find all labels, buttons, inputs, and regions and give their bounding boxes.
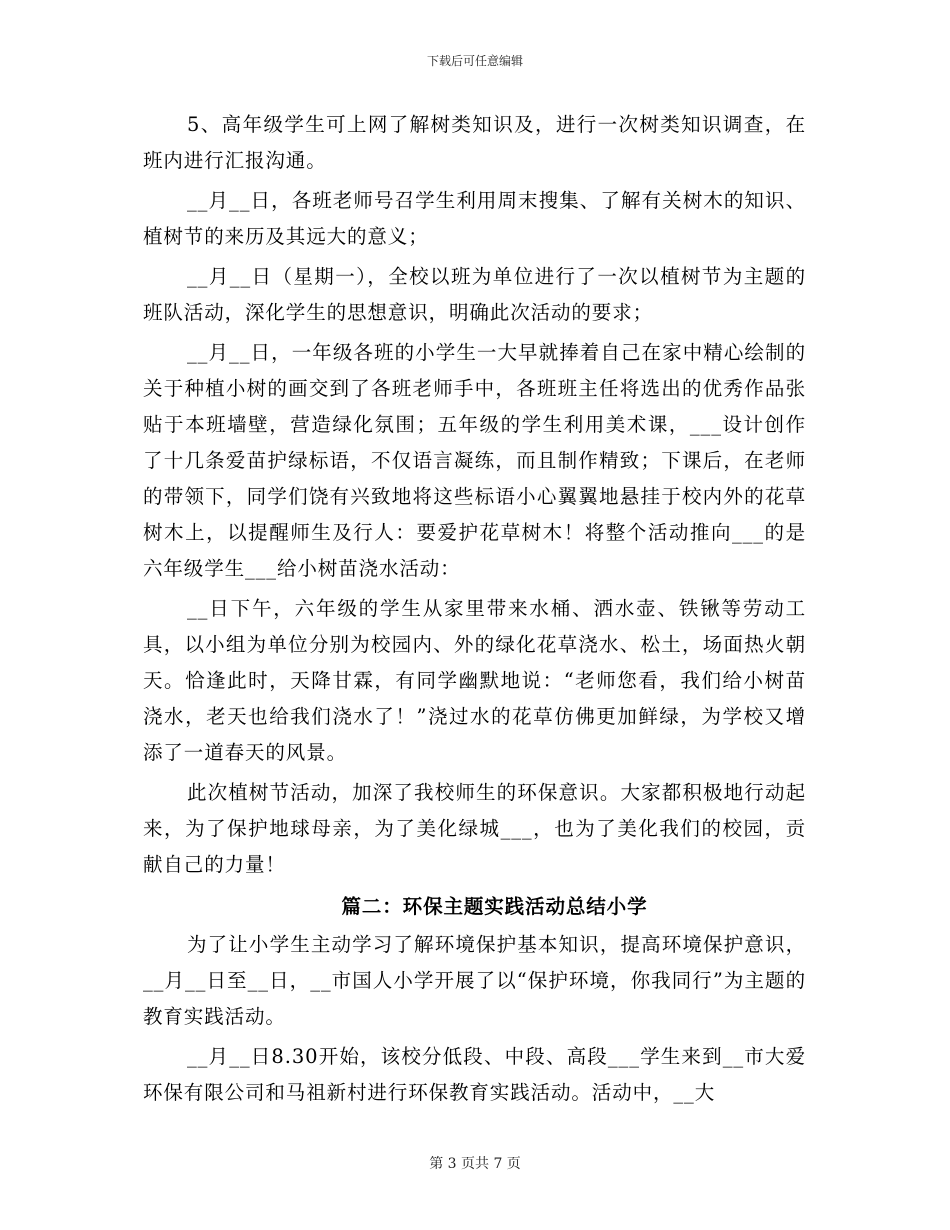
document-body [143,107,806,1115]
paragraph-watering: __日下午，六年级的学生从家里带来水桶、洒水壶、铁锹等劳动工具，以小组为单位分别为校园内、外的绿化花草浇水、松土，场面热火朝天。恰逢此时，天降甘霖，有同学幽默地说：“老师您看，我们给小树苗浇水，老天也给我们浇水了！”浇过水的花草仿佛更加鲜绿，为学校又增添了一道春天的风景。 [143,597,806,764]
paragraph-intro-part2: 为了让小学生主动学习了解环境保护基本知识，提高环境保护意识，__月__日至__日，__市国人小学开展了以“保护环境，你我同行”为主题的教育实践活动。 [143,933,806,1028]
page-header: 下载后可任意编辑 [426,54,523,68]
paragraph-item-5: 5、高年级学生可上网了解树类知识及，进行一次树类知识调查，在班内进行汇报沟通。 [143,113,806,172]
paragraph-practice-activity: __月__日8.30开始，该校分低段、中段、高段___学生来到__市大爱环保有限公司和马祖新村进行环保教育实践活动。活动中，__大 [143,1045,806,1104]
page-footer: 第 3 页共 7 页 [429,1156,521,1172]
paragraph-class-activity: __月__日（星期一），全校以班为单位进行了一次以植树节为主题的班队活动，深化学生的思想意识，明确此次活动的要求； [143,265,806,324]
section-title: 篇二：环保主题实践活动总结小学 [341,895,648,918]
paragraph-drawings-slogans: __月__日，一年级各班的小学生一大早就捧着自己在家中精心绘制的关于种植小树的画交到了各班老师手中，各班班主任将选出的优秀作品张贴于本班墙壁，营造绿化氛围；五年级的学生利用美术课，___设计创作了十几条爱苗护绿标语，不仅语言凝练，而且制作精致；下课后，在老师的带领下，同学们饶有兴致地将这些标语小心翼翼地悬挂于校内外的花草树木上，以提醒师生及行人：要爱护花草树木！将整个活动推向___的是六年级学生___给小树苗浇水活动： [143,341,806,580]
paragraph-collect-knowledge: __月__日，各班老师号召学生利用周末搜集、了解有关树木的知识、植树节的来历及其远大的意义； [143,189,806,248]
paragraph-conclusion: 此次植树节活动，加深了我校师生的环保意识。大家都积极地行动起来，为了保护地球母亲，为了美化绿城___，也为了美化我们的校园，贡献自己的力量！ [143,781,806,876]
